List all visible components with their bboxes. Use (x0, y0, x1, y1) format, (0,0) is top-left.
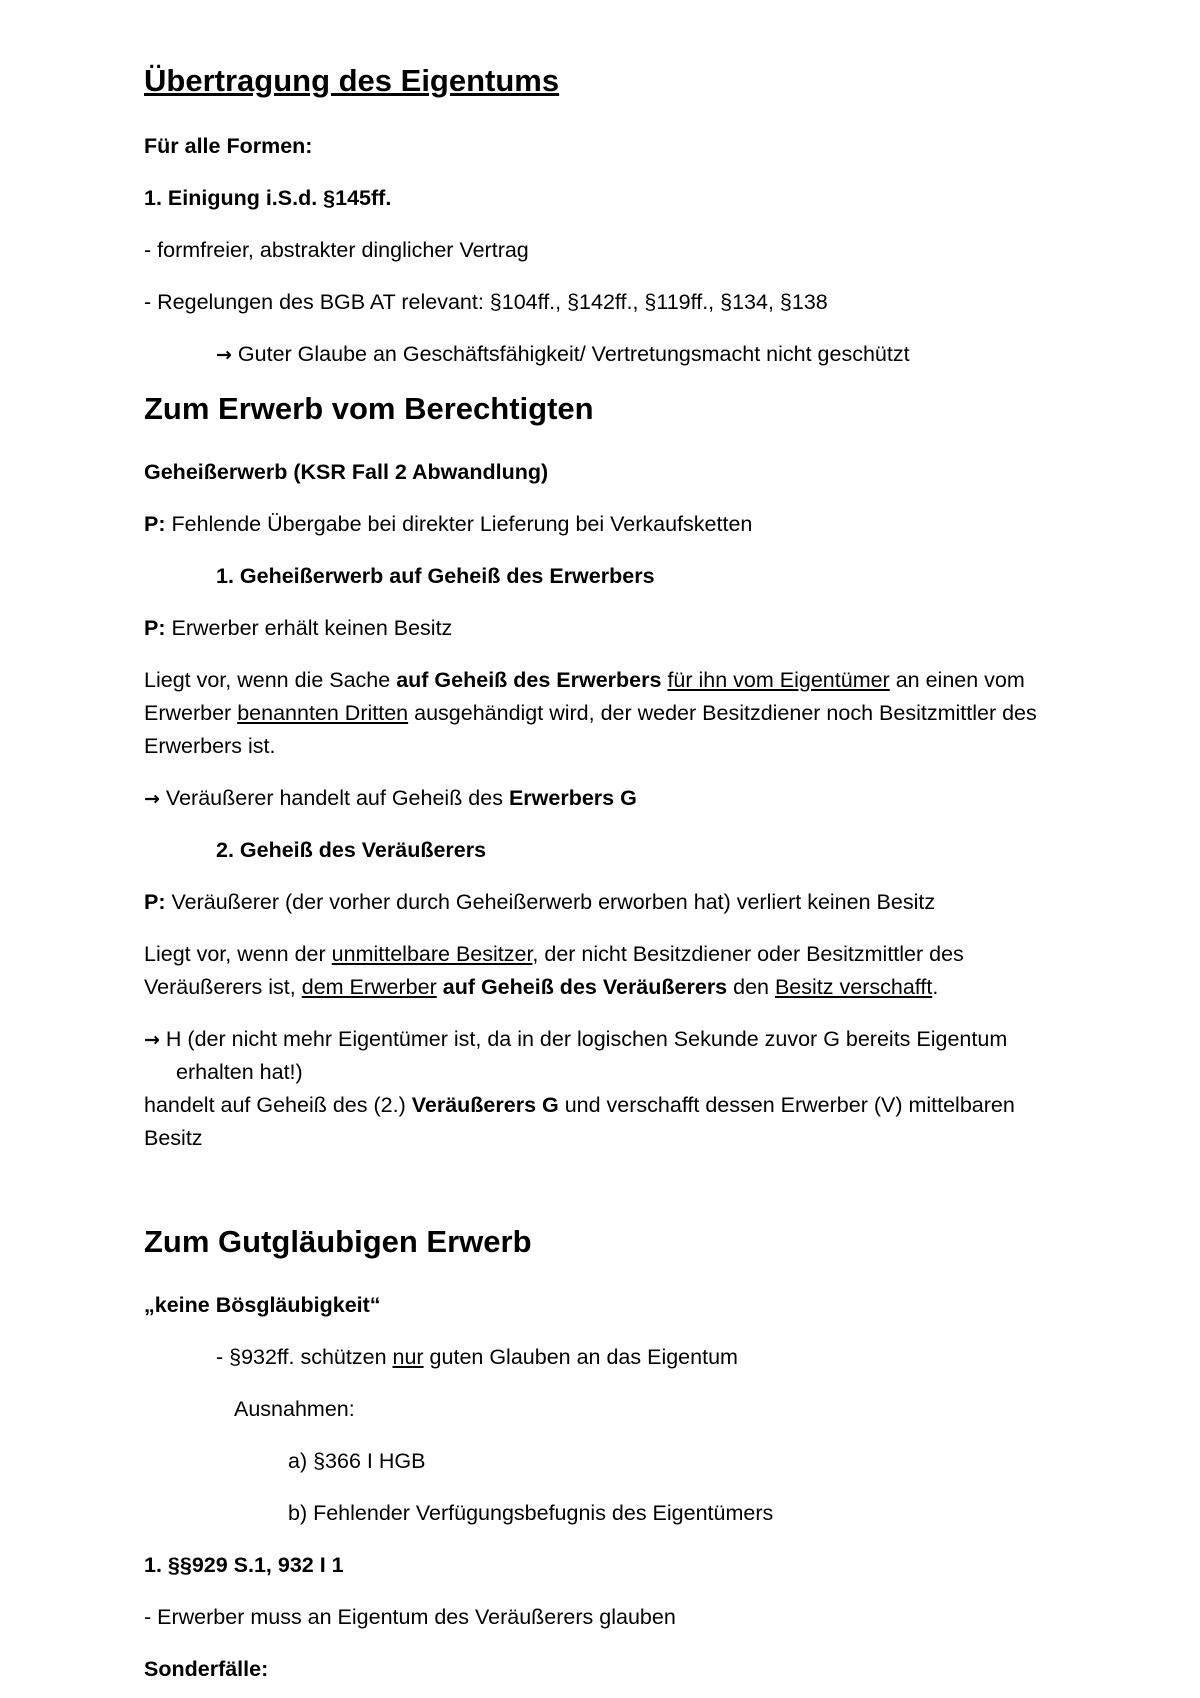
bold-text: Veräußerers G (411, 1093, 559, 1117)
underlined-text: dem Erwerber (301, 975, 437, 999)
arrow-note (144, 782, 637, 816)
problem-label: P: (144, 512, 166, 536)
problem-label: P: (144, 616, 166, 640)
paragraph: - formfreier, abstrakter dinglicher Vertrag (144, 238, 529, 262)
arrow-icon: → (216, 344, 232, 366)
exception-item: a) §366 I HGB (288, 1449, 426, 1473)
text: handelt auf Geheiß des (2.) (144, 1093, 412, 1117)
arrow-icon: → (144, 1029, 160, 1051)
arrow-note (216, 338, 910, 372)
text: , der nicht Besitzdiener oder Besitzmittler des (532, 942, 964, 966)
arrow-note-text: Guter Glaube an Geschäftsfähigkeit/ Vertretungsmacht nicht geschützt (237, 342, 910, 366)
underlined-text: nur (392, 1345, 424, 1369)
text: . (932, 975, 939, 999)
definition-line (144, 664, 1025, 697)
list-item-heading: 1. Einigung i.S.d. §145ff. (144, 186, 392, 210)
arrow-note (144, 1023, 1007, 1057)
subheading: Geheißerwerb (KSR Fall 2 Abwandlung) (144, 460, 549, 484)
section-label: Für alle Formen: (144, 134, 313, 158)
definition-line (144, 971, 938, 1004)
problem-text: Erwerber erhält keinen Besitz (171, 616, 453, 640)
problem-label: P: (144, 890, 166, 914)
bold-text: auf Geheiß des Veräußerers (442, 975, 728, 999)
list-item-heading: 1. §§929 S.1, 932 I 1 (144, 1553, 344, 1577)
exception-item: b) Fehlender Verfügungsbefugnis des Eigentümers (288, 1501, 774, 1525)
paragraph: - Regelungen des BGB AT relevant: §104ff., §142ff., §119ff., §134, §138 (144, 290, 828, 314)
definition-line (144, 938, 964, 971)
paragraph: Besitz (144, 1126, 203, 1150)
text: ausgehändigt wird, der weder Besitzdiener noch Besitzmittler des (408, 701, 1037, 725)
exceptions-label: Ausnahmen: (234, 1397, 355, 1421)
definition-line: Erwerbers ist. (144, 734, 276, 758)
section-heading: Zum Erwerb vom Berechtigten (144, 391, 594, 426)
definition-line (144, 697, 1037, 730)
text: Liegt vor, wenn der (144, 942, 332, 966)
paragraph: - Erwerber muss an Eigentum des Veräußerers glauben (144, 1605, 676, 1629)
text: H (der nicht mehr Eigentümer ist, da in der logischen Sekunde zuvor G bereits Eigentum (165, 1027, 1008, 1051)
text: den (727, 975, 775, 999)
subheading: „keine Bösgläubigkeit“ (144, 1293, 381, 1317)
problem-line (144, 508, 752, 541)
text: guten Glauben an das Eigentum (423, 1345, 738, 1369)
section-label: Sonderfälle: (144, 1657, 269, 1681)
underlined-text: für ihn vom Eigentümer (667, 668, 890, 692)
arrow-icon: → (144, 788, 160, 810)
section-heading: Zum Gutgläubigen Erwerb (144, 1224, 532, 1259)
text: und verschafft dessen Erwerber (V) mittelbaren (558, 1093, 1015, 1117)
underlined-text: benannten Dritten (237, 701, 409, 725)
page-title: Übertragung des Eigentums (144, 63, 560, 98)
text: an einen vom (889, 668, 1025, 692)
problem-text: Veräußerer (der vorher durch Geheißerwerb erworben hat) verliert keinen Besitz (171, 890, 936, 914)
text: - §932ff. schützen (216, 1345, 393, 1369)
text: Liegt vor, wenn die Sache (144, 668, 397, 692)
bold-text: auf Geheiß des Erwerbers (396, 668, 662, 692)
text: Veräußerer handelt auf Geheiß des (165, 786, 509, 810)
text: Erwerber (144, 701, 238, 725)
underlined-text: Besitz verschafft (774, 975, 933, 999)
problem-line (144, 886, 935, 919)
arrow-note-continuation: erhalten hat!) (176, 1060, 303, 1084)
paragraph (144, 1089, 1015, 1122)
underlined-text: unmittelbare Besitzer (331, 942, 533, 966)
text: Veräußerers ist, (144, 975, 302, 999)
case-heading: 2. Geheiß des Veräußerers (216, 838, 487, 862)
bold-text: Erwerbers G (508, 786, 637, 810)
problem-line (144, 612, 452, 645)
paragraph (216, 1341, 738, 1374)
case-heading: 1. Geheißerwerb auf Geheiß des Erwerbers (216, 564, 655, 588)
problem-text: Fehlende Übergabe bei direkter Lieferung bei Verkaufsketten (171, 512, 753, 536)
